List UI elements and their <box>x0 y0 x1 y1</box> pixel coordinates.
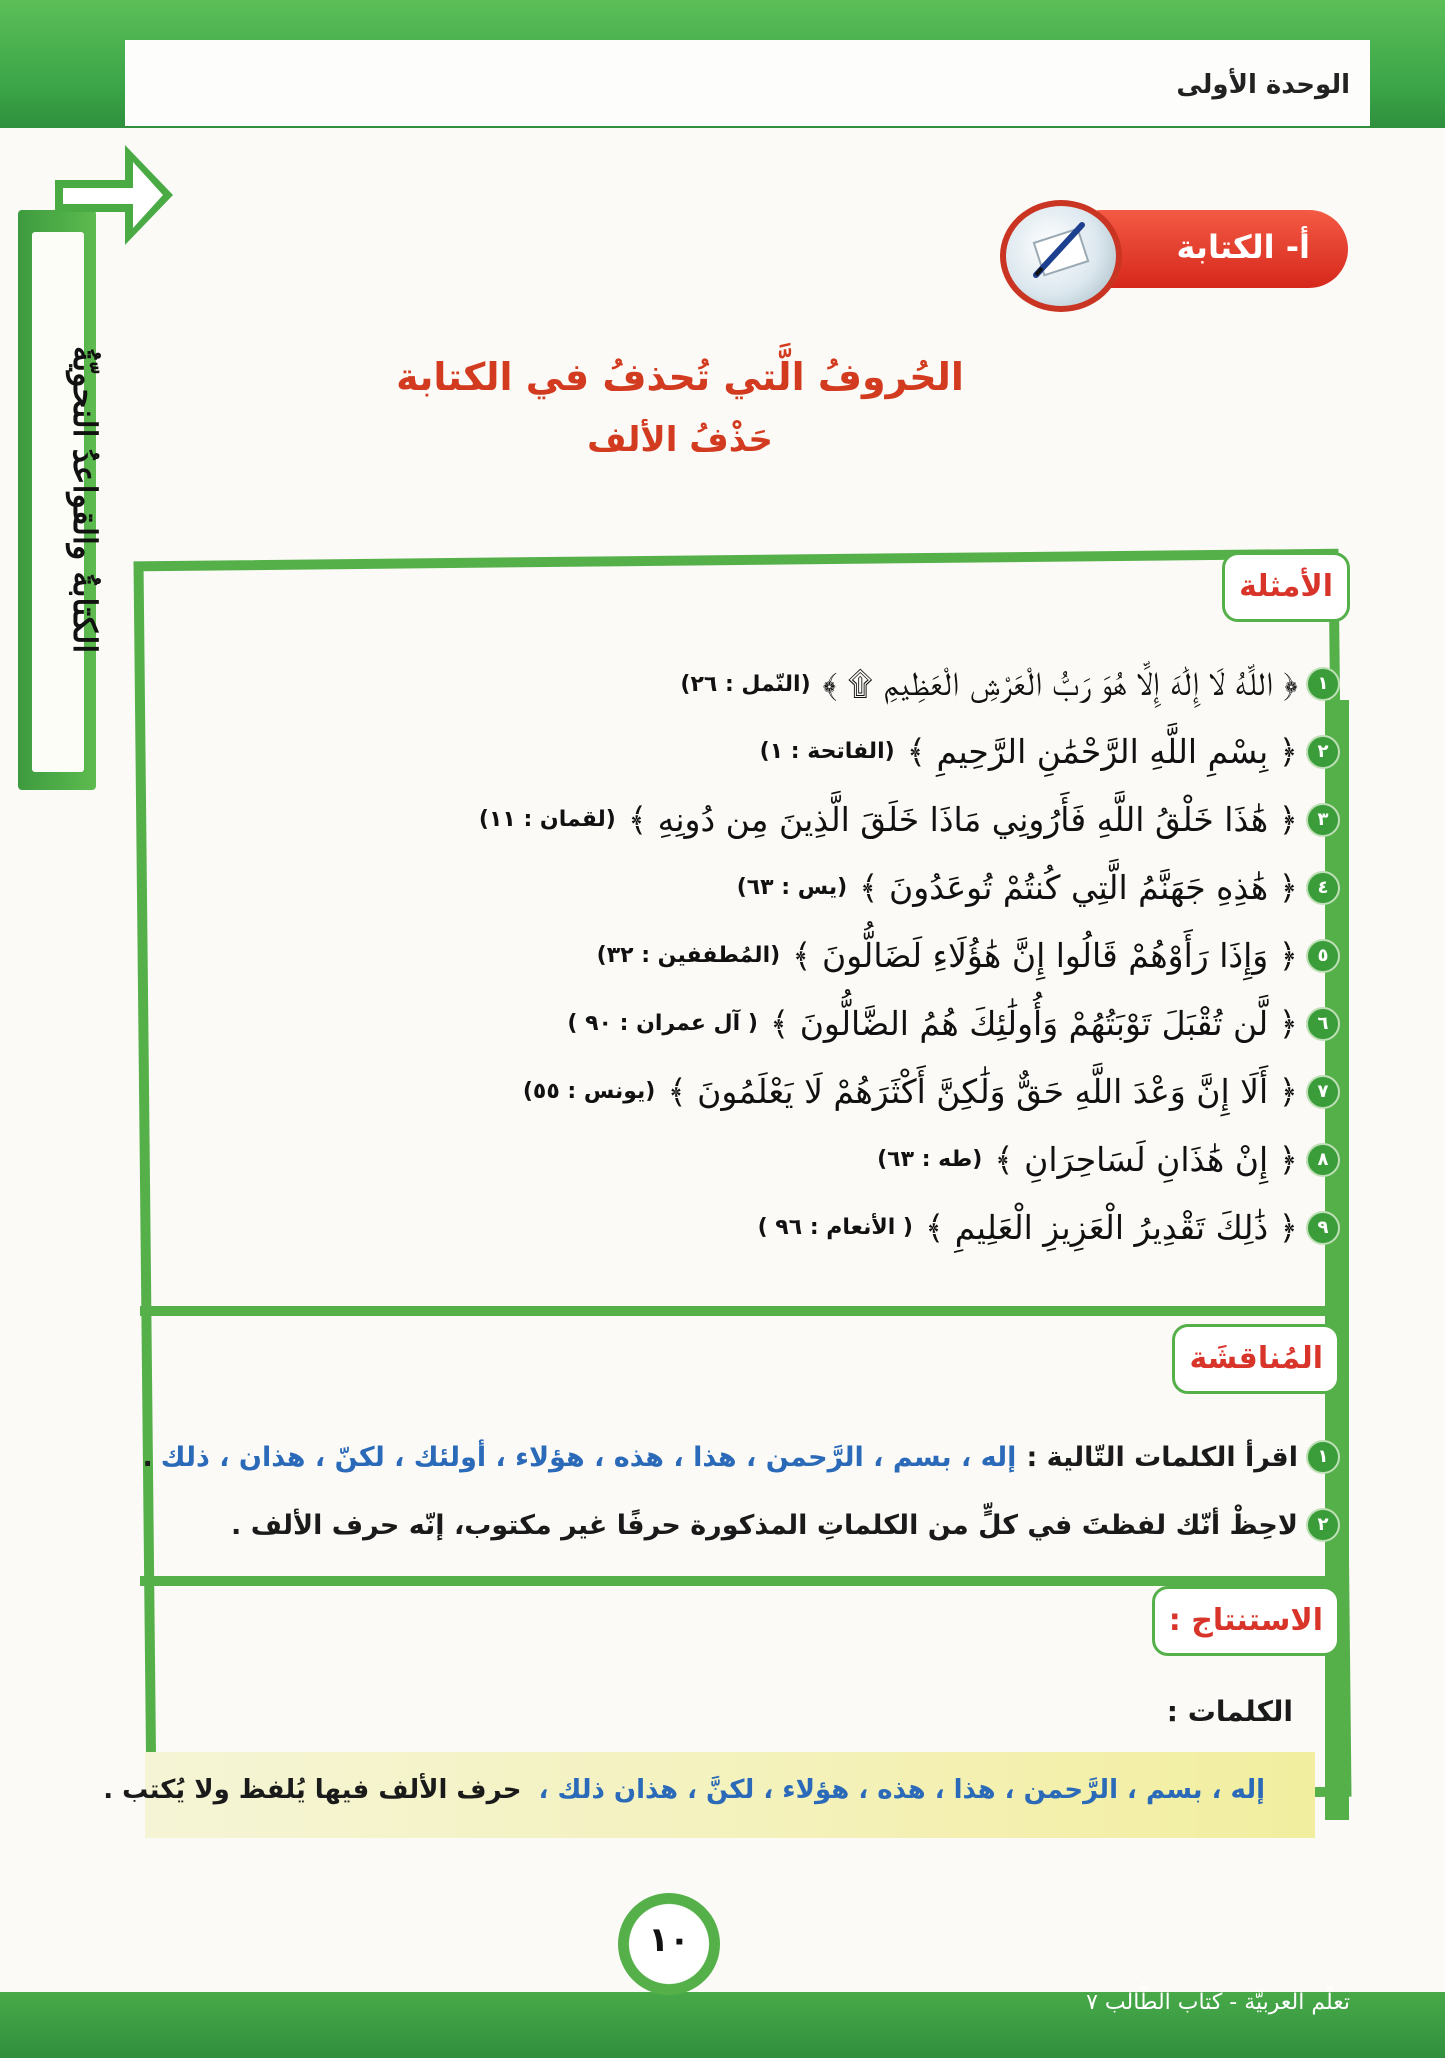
conclusion-rule <box>103 1775 1265 1805</box>
discussion-text: لاحِظْ أنّك لفظتَ في كلٍّ من الكلماتِ المذكورة حرفًا غير مكتوب، إنّه حرف الألف . <box>231 1509 1298 1541</box>
example-reference: (طه : ٦٣) <box>877 1147 983 1172</box>
example-reference: ( الأنعام : ٩٦ ) <box>757 1215 913 1240</box>
discussion-prefix: اقرأ الكلمات التّالية : <box>1026 1441 1298 1473</box>
discussion-number: ٢ <box>1306 1508 1340 1542</box>
example-reference: (لقمان : ١١) <box>478 807 616 832</box>
conclusion-tag: الاستنتاج : <box>1152 1586 1340 1656</box>
example-number: ٣ <box>1306 803 1340 837</box>
example-reference: (المُطففين : ٣٢) <box>596 943 781 968</box>
example-number: ٤ <box>1306 871 1340 905</box>
discussion-period: . <box>142 1441 153 1473</box>
examples-tag: الأمثلة <box>1222 552 1350 622</box>
example-verse: ﴿ ذَٰلِكَ تَقْدِيرُ الْعَزِيزِ الْعَلِيمِ ﴾ <box>924 1208 1298 1247</box>
example-verse: ﴿ أَلَا إِنَّ وَعْدَ اللَّهِ حَقٌّ وَلَٰكِنَّ أَكْثَرَهُمْ لَا يَعْلَمُونَ ﴾ <box>667 1072 1298 1111</box>
example-number: ١ <box>1306 667 1340 701</box>
example-verse: ﴿ إِنْ هَٰذَانِ لَسَاحِرَانِ ﴾ <box>994 1140 1298 1179</box>
example-number: ٢ <box>1306 735 1340 769</box>
example-row <box>760 732 1340 771</box>
discussion-words: إله ، بسم ، الرَّحمن ، هذا ، هذه ، هؤلاء ، أولئك ، لكنّ ، هذان ، ذلك <box>160 1441 1017 1473</box>
page-subtitle: حَذْفُ الألف <box>587 420 773 460</box>
footer-panel <box>0 1930 1445 1992</box>
example-row <box>680 664 1340 704</box>
example-row <box>737 868 1340 907</box>
side-tab-label: الكتابةُ والقواعدُ النحويّةُ <box>66 346 104 654</box>
section-divider <box>140 1576 1325 1586</box>
example-verse: ﴿ هَٰذَا خَلْقُ اللَّهِ فَأَرُونِي مَاذَا خَلَقَ الَّذِينَ مِن دُونِهِ ﴾ <box>627 800 1298 839</box>
discussion-item <box>142 1440 1340 1474</box>
example-verse: ﴿ هَٰذِهِ جَهَنَّمُ الَّتِي كُنتُمْ تُوعَدُونَ ﴾ <box>859 868 1298 907</box>
example-number: ٦ <box>1306 1007 1340 1041</box>
example-verse: ﴿ اللَّهُ لَا إِلَٰهَ إِلَّا هُوَ رَبُّ الْعَرْشِ الْعَظِيمِ ۩ ﴾ <box>822 664 1298 703</box>
discussion-tag: المُناقشَة <box>1172 1324 1340 1394</box>
example-reference: (يس : ٦٣) <box>736 875 848 900</box>
section-label: أ- الكتابة <box>1176 228 1310 266</box>
pen-icon <box>1008 205 1108 295</box>
conclusion-rule-text: حرف الألف فيها يُلفظ ولا يُكتب . <box>103 1775 522 1805</box>
words-label: الكلمات : <box>1166 1695 1293 1728</box>
example-row <box>567 1004 1340 1043</box>
example-verse: ﴿ وَإِذَا رَأَوْهُمْ قَالُوا إِنَّ هَٰؤُلَاءِ لَضَالُّونَ ﴾ <box>792 936 1298 975</box>
example-verse: ﴿ لَّن تُقْبَلَ تَوْبَتُهُمْ وَأُولَٰئِكَ هُمُ الضَّالُّونَ ﴾ <box>769 1004 1298 1043</box>
conclusion-words: إله ، بسم ، الرَّحمن ، هذا ، هذه ، هؤلاء ، لكنَّ ، هذان ذلك ، <box>538 1775 1265 1805</box>
example-row <box>877 1140 1340 1179</box>
discussion-number: ١ <box>1306 1440 1340 1474</box>
section-divider <box>140 1306 1325 1316</box>
book-title: تعلّم العربيَّة - كتاب الطَّالب ٧ <box>1086 1990 1350 2015</box>
example-number: ٥ <box>1306 939 1340 973</box>
example-row <box>597 936 1340 975</box>
example-reference: (النّمل : ٢٦) <box>680 671 811 697</box>
example-number: ٨ <box>1306 1143 1340 1177</box>
example-verse: ﴿ بِسْمِ اللَّهِ الرَّحْمَٰنِ الرَّحِيمِ ﴾ <box>906 732 1298 771</box>
discussion-item <box>231 1508 1340 1542</box>
example-reference: ( آل عمران : ٩٠ ) <box>567 1011 758 1036</box>
example-number: ٩ <box>1306 1211 1340 1245</box>
example-reference: (يونس : ٥٥) <box>522 1079 656 1104</box>
page-title: الحُروفُ الَّتي تُحذفُ في الكتابة <box>396 355 964 399</box>
arrow-right-icon <box>55 140 175 250</box>
unit-title: الوحدة الأولى <box>1176 70 1350 100</box>
example-row <box>523 1072 1340 1111</box>
example-number: ٧ <box>1306 1075 1340 1109</box>
example-row <box>479 800 1340 839</box>
example-row <box>758 1208 1340 1247</box>
example-reference: (الفاتحة : ١) <box>759 739 895 764</box>
page-number: ١٠ <box>648 1920 690 1960</box>
